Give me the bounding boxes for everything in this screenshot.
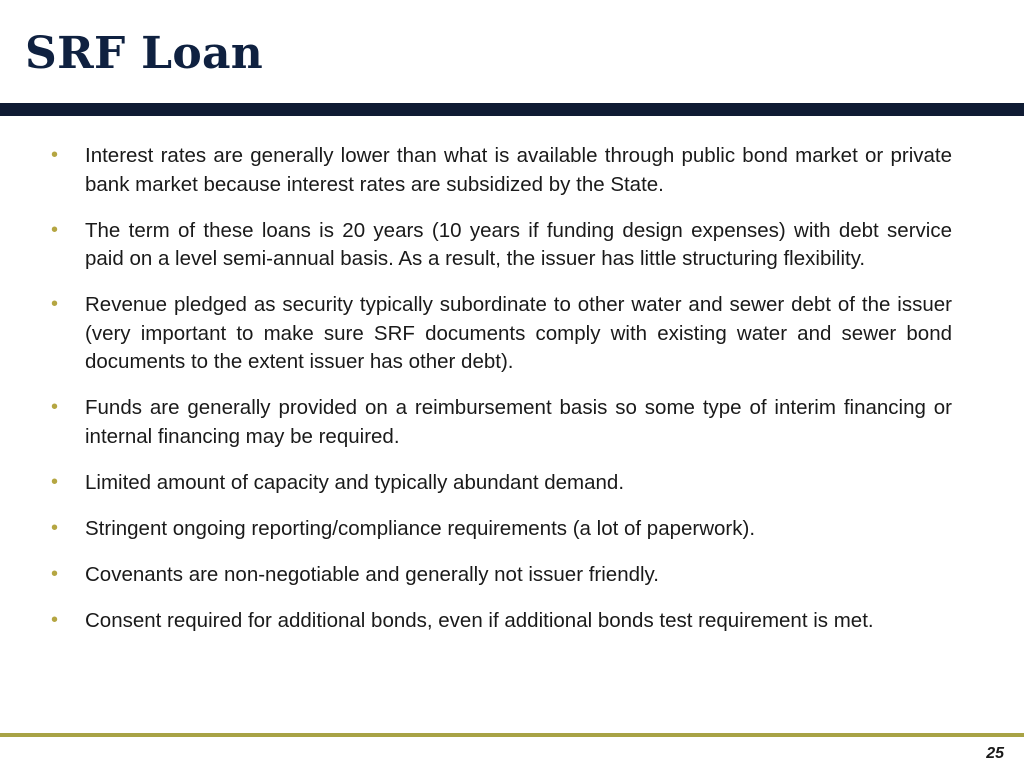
bullet-dot-icon: •: [51, 218, 59, 241]
bullet-text: Limited amount of capacity and typically abundant demand.: [85, 470, 625, 494]
bullet-item: [50, 515, 952, 544]
bullet-text: Revenue pledged as security typically subordinate to other water and sewer debt of the issuer (very important to make sure SRF documents comply with existing water and sewer bond documents to the extent issuer has other debt).: [85, 293, 952, 373]
bullet-dot-icon: •: [51, 144, 59, 166]
bullet-list: [50, 142, 952, 653]
page-number: 25: [986, 745, 1004, 762]
bullet-text: Funds are generally provided on a reimbursement basis so some type of interim financing or internal financing may be required.: [85, 396, 952, 448]
bullet-dot-icon: •: [51, 562, 59, 585]
bullet-dot-icon: •: [51, 470, 59, 493]
bullet-text: Covenants are non-negotiable and generally not issuer friendly.: [85, 562, 659, 586]
bullet-text: The term of these loans is 20 years (10 years if funding design expenses) with debt service paid on a level semi-annual basis. As a result, the issuer has little structuring flexibility.: [85, 218, 952, 270]
bullet-dot-icon: •: [51, 608, 59, 631]
bullet-item: [50, 561, 952, 590]
bullet-dot-icon: •: [51, 516, 59, 539]
bullet-item: [50, 607, 952, 636]
title-divider-bar: [0, 103, 1024, 116]
bullet-dot-icon: •: [51, 293, 59, 315]
bullet-item: [50, 394, 952, 451]
bullet-dot-icon: •: [51, 396, 59, 418]
bullet-text: Interest rates are generally lower than what is available through public bond market or private bank market because interest rates are subsidized by the State.: [85, 144, 952, 196]
bullet-text: Consent required for additional bonds, even if additional bonds test requirement is met.: [85, 608, 874, 632]
bullet-item: [50, 142, 952, 199]
bullet-item: [50, 469, 952, 498]
bullet-item: [50, 291, 952, 377]
slide-title: SRF Loan: [25, 28, 264, 79]
footer-divider: [0, 733, 1024, 737]
bullet-text: Stringent ongoing reporting/compliance requirements (a lot of paperwork).: [85, 516, 756, 540]
bullet-item: [50, 217, 952, 274]
